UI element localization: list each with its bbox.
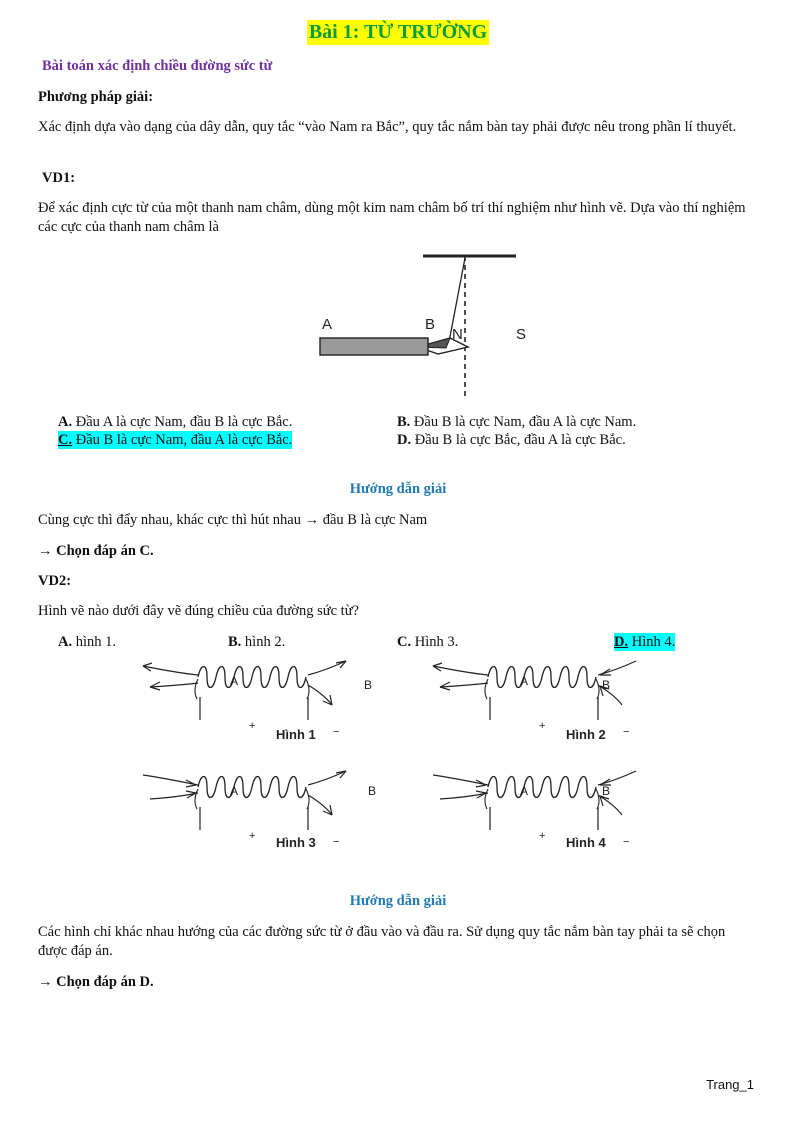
svg-text:+: + <box>249 720 256 732</box>
fig3-label: Hình 3 <box>276 835 316 850</box>
fig1-end-a: A <box>230 674 239 688</box>
hinh-1 <box>143 661 346 720</box>
document-page <box>38 0 758 1123</box>
vd1-option-c[interactable]: C. Đầu B là cực Nam, đầu A là cực Bắc. <box>58 432 293 448</box>
vd2-option-d[interactable]: D. Hình 4. <box>614 634 676 650</box>
svg-text:−: − <box>333 726 340 738</box>
hinh-4 <box>433 771 636 830</box>
svg-text:−: − <box>333 836 340 848</box>
vd2-option-c[interactable]: C. Hình 3. <box>397 634 459 650</box>
fig4-label: Hình 4 <box>566 835 606 850</box>
vd2-option-b[interactable]: B. hình 2. <box>228 634 286 650</box>
label-n: N <box>452 326 463 343</box>
fig1-label: Hình 1 <box>276 727 316 742</box>
vd2-heading: VD2: <box>38 573 72 589</box>
vd1-heading: VD1: <box>42 170 76 186</box>
page-number: Trang_1 <box>706 1077 754 1092</box>
label-b: B <box>425 316 436 333</box>
svg-text:−: − <box>623 836 630 848</box>
vd2-answer: → Chọn đáp án D. <box>38 974 154 990</box>
fig3-end-b: B <box>368 784 377 798</box>
fig2-end-a: A <box>520 674 529 688</box>
vd2-guide-title: Hướng dẫn giải <box>349 893 447 909</box>
solenoid-figures <box>138 655 638 860</box>
fig2-label: Hình 2 <box>566 727 606 742</box>
fig1-end-b: B <box>364 678 373 692</box>
section-subtitle: Bài toán xác định chiều đường sức từ <box>42 58 273 74</box>
svg-text:+: + <box>539 720 546 732</box>
vd2-question: Hình vẽ nào dưới đây vẽ đúng chiều của đường sức từ? <box>38 603 359 619</box>
vd1-option-b[interactable]: B. Đầu B là cực Nam, đầu A là cực Nam. <box>397 414 637 430</box>
svg-text:+: + <box>539 830 546 842</box>
vd1-guide-title: Hướng dẫn giải <box>349 481 447 497</box>
vd1-option-d[interactable]: D. Đầu B là cực Bắc, đầu A là cực Bắc. <box>397 432 626 448</box>
hinh-3 <box>143 771 346 830</box>
vd1-explanation: Cùng cực thì đẩy nhau, khác cực thì hút nhau → đầu B là cực Nam <box>38 512 428 528</box>
page-title: Bài 1: TỪ TRƯỜNG <box>308 21 488 43</box>
fig2-end-b: B <box>602 678 611 692</box>
magnet-experiment-figure <box>268 248 528 398</box>
vd2-option-a[interactable]: A. hình 1. <box>58 634 117 650</box>
svg-text:+: + <box>249 830 256 842</box>
fig4-end-b: B <box>602 784 611 798</box>
vd2-explanation: Các hình chỉ khác nhau hướng của các đường sức từ ở đầu vào và đầu ra. Sử dụng quy tắc nắm bàn tay phải ta sẽ chọn được đáp án. <box>38 924 726 959</box>
method-heading: Phương pháp giải: <box>38 89 154 105</box>
vd1-question: Để xác định cực từ của một thanh nam châm, dùng một kim nam châm bố trí thí nghiệm như hình vẽ. Dựa vào thí nghiệm các cực của thanh nam châm là <box>38 200 746 235</box>
vd1-answer: → Chọn đáp án C. <box>38 543 154 559</box>
fig4-end-a: A <box>520 784 529 798</box>
method-text: Xác định dựa vào dạng của dây dẫn, quy tắc “vào Nam ra Bắc”, quy tắc nắm bàn tay phải được nêu trong phần lí thuyết. <box>38 119 737 135</box>
label-s: S <box>516 326 527 343</box>
fig3-end-a: A <box>230 784 239 798</box>
title-wrap <box>38 20 758 45</box>
svg-text:−: − <box>623 726 630 738</box>
label-a: A <box>322 316 333 333</box>
vd1-option-a[interactable]: A. Đầu A là cực Nam, đầu B là cực Bắc. <box>58 414 293 430</box>
